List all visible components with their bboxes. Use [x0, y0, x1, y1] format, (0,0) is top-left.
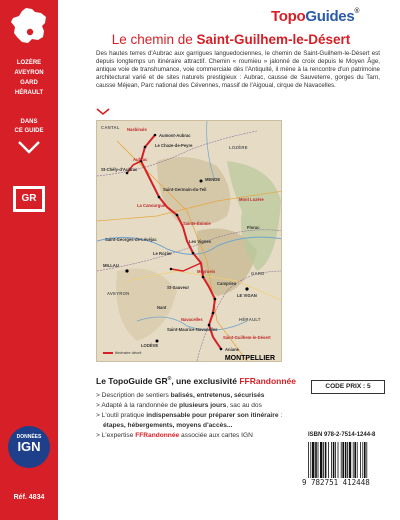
barcode-bar	[323, 442, 324, 478]
map-label: Aniane	[225, 347, 239, 352]
dept-label: GARD	[251, 271, 265, 276]
map-legend	[103, 350, 141, 355]
item-text: > Adapté à la randonnée de	[96, 402, 180, 409]
map-label: Saint-Georges-de-Lévéjac	[105, 237, 157, 242]
map-label: MENDE	[205, 177, 221, 182]
barcode-bar	[354, 442, 356, 478]
reference-number: Réf. 4834	[13, 494, 45, 501]
map-label: Nasbinals	[127, 127, 147, 132]
map-label: Saint-Maurice-Navacelles	[167, 327, 218, 332]
map-label: Saint-Germain-du-Teil	[163, 187, 207, 192]
features-title-mid: , une exclusivité	[171, 376, 240, 386]
barcode-bar	[335, 442, 336, 478]
barcode-bar	[315, 442, 317, 478]
barcode-bar	[349, 442, 351, 478]
barcode-bar	[353, 442, 354, 478]
dept-label: CANTAL	[101, 125, 120, 130]
small-chevron-icon	[96, 108, 110, 116]
gr-badge-label: GR	[16, 189, 42, 209]
map-label: Saint-Guilhem-le-Désert	[223, 335, 271, 340]
region-label: AVEYRON	[14, 70, 44, 76]
map-label: Le Rozier	[153, 251, 172, 256]
price-code-box: CODE PRIX : 5	[311, 380, 385, 394]
features-list	[96, 391, 316, 441]
logo-part2: Guides	[305, 8, 355, 25]
barcode-bar	[362, 442, 363, 478]
map-label: Sainte-Énimie	[183, 221, 211, 226]
region-label: LOZÈRE	[16, 60, 42, 66]
barcode-bar	[310, 442, 311, 478]
map-label: Le Chaze-de-Peyre	[155, 143, 193, 148]
barcode-bar	[347, 442, 348, 478]
map-label: LE VIGAN	[237, 293, 257, 298]
map-label: Aubrac	[133, 157, 148, 162]
map-label: La Canourgue	[137, 203, 166, 208]
list-item	[96, 421, 316, 431]
item-text: > L'expertise	[96, 432, 136, 439]
barcode-bar	[318, 442, 319, 478]
item-bold: FFRandonnée	[135, 432, 180, 439]
legend-label: Itinéraire décrit	[115, 350, 142, 355]
barcode-bar	[333, 442, 335, 478]
barcode-bar	[328, 442, 329, 478]
item-bold: indispensable pour préparer son itinéraire	[146, 412, 279, 419]
region-label: HÉRAULT	[14, 90, 44, 96]
regions-list	[0, 58, 58, 98]
item-text: , sac au dos	[226, 402, 262, 409]
barcode-bar	[357, 442, 358, 478]
map-label: Nant	[157, 305, 167, 310]
barcode-digits: 9 782751 412448	[302, 478, 370, 487]
map-label: Florac	[247, 225, 260, 230]
features-title-reg: ®	[167, 376, 172, 382]
map-label: Mont Lozère	[239, 197, 264, 202]
map-label: Navacelles	[181, 317, 203, 322]
book-title	[68, 32, 394, 47]
item-bold: balisés, entretenus, sécurisés	[170, 392, 265, 399]
list-item	[96, 391, 316, 401]
barcode-bar	[366, 442, 367, 478]
map-label: Meyrueis	[197, 269, 216, 274]
gr-badge	[13, 186, 45, 212]
chevron-down-icon	[17, 140, 41, 154]
barcode-bar	[331, 442, 332, 478]
map-label: Aumont-Aubrac	[159, 133, 191, 138]
map-label: MILLAU	[103, 263, 119, 268]
item-text: > L'outil pratique	[96, 412, 147, 419]
barcode-bar	[325, 442, 327, 478]
barcode-bar	[360, 442, 361, 478]
dept-label: LOZÈRE	[229, 145, 248, 150]
guide-label-line2: CE GUIDE	[14, 128, 44, 134]
map-label: St-Sauveur	[167, 285, 190, 290]
sidebar-band	[0, 0, 58, 520]
title-prefix: Le chemin de	[111, 32, 197, 47]
topoguides-logo	[271, 8, 359, 25]
barcode-bar	[312, 442, 314, 478]
dept-label: HÉRAULT	[239, 317, 261, 322]
map-label: Les Vignes	[189, 239, 212, 244]
list-item	[96, 431, 316, 441]
item-text: associée aux cartes IGN	[179, 432, 253, 439]
isbn-label: ISBN 978-2-7514-1244-8	[308, 432, 376, 438]
barcode	[306, 442, 390, 478]
item-bold: étapes, hébergements, moyens d'accès...	[103, 422, 233, 429]
list-item	[96, 401, 316, 411]
ign-logo	[8, 426, 50, 468]
item-text: > Description de sentiers	[96, 392, 171, 399]
barcode-bar	[320, 442, 322, 478]
dept-label: AVEYRON	[107, 291, 130, 296]
route-map	[96, 120, 282, 362]
logo-reg: ®	[354, 8, 360, 15]
map-label: LODÈVE	[141, 343, 159, 348]
ign-logo-big: IGN	[17, 439, 41, 454]
map-label: Camprieu	[217, 281, 237, 286]
map-city-montpellier: MONTPELLIER	[224, 355, 275, 362]
france-map-icon	[8, 6, 50, 46]
barcode-bar	[345, 442, 347, 478]
list-item	[96, 411, 316, 421]
intro-paragraph: Des hautes terres d'Aubrac aux garrigues languedociennes, le chemin de Saint-Guilhem-le-Désert est depuis longtemps un itinéraire attractif. Chemin « roumieu » jalonné de croix depuis le Moyen Âge, antique voie de transhumance, voie commerciale dès l'Antiquité, il mène à la rencontre d'un patrimoine architectural varié et de sites naturels prestigieux : Aubrac, causse de Sauveterre, gorges du Tarn, causse Méjean, Parc national des Cévennes, massif de l'Aigoual, cirque de Navacelles.	[96, 50, 380, 89]
features-heading	[96, 376, 296, 386]
in-this-guide-label	[0, 118, 58, 136]
title-main: Saint-Guilhem-le-Désert	[196, 32, 351, 47]
barcode-bar	[342, 442, 344, 478]
item-bold: plusieurs jours	[179, 402, 227, 409]
guide-label-line1: DANS	[20, 119, 38, 125]
item-text: :	[278, 412, 283, 419]
features-title-brand: FFRandonnée	[239, 376, 297, 386]
region-label: GARD	[20, 80, 38, 86]
barcode-bar	[364, 442, 366, 478]
barcode-bar	[338, 442, 339, 478]
map-label: St-Chély-d'Aubrac	[101, 167, 138, 172]
ign-logo-small: DONNÉES	[16, 434, 42, 440]
logo-part1: Topo	[271, 8, 306, 25]
features-title-prefix: Le TopoGuide GR	[96, 376, 168, 386]
barcode-bar	[341, 442, 342, 478]
barcode-bar	[308, 442, 309, 478]
